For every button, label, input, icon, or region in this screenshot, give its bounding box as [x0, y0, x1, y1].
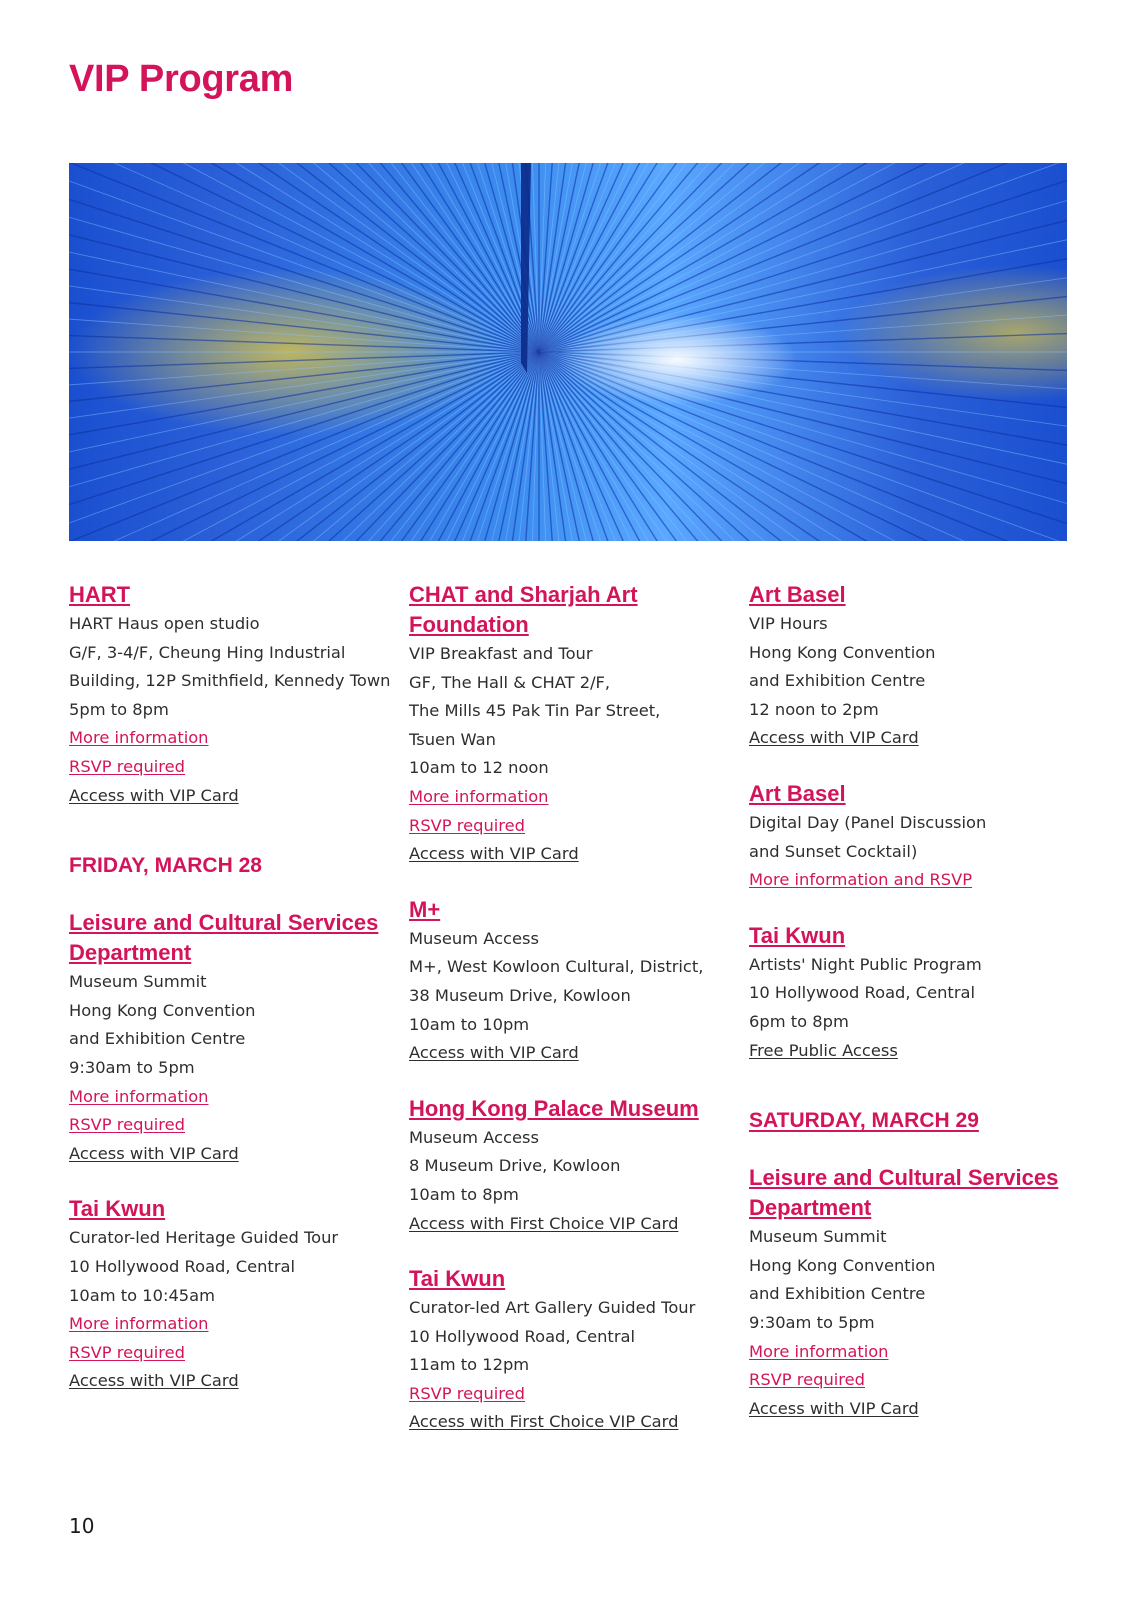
event-time: 10am to 12 noon: [409, 758, 549, 778]
access-link[interactable]: Access with VIP Card: [409, 1043, 579, 1063]
event-taikwun: [69, 1194, 391, 1396]
column-3: [749, 580, 1071, 1449]
day-header-saturday[interactable]: SATURDAY, MARCH 29: [749, 1109, 979, 1133]
rsvp-link[interactable]: RSVP required: [749, 1370, 865, 1390]
event-time: 12 noon to 2pm: [749, 699, 879, 719]
event-taikwun: [409, 1264, 731, 1437]
event-detail: Museum Access: [409, 1127, 539, 1147]
event-detail: Curator-led Heritage Guided Tour: [69, 1228, 339, 1248]
event-lcsd: [749, 1163, 1071, 1423]
event-title-link[interactable]: M+: [409, 896, 441, 922]
event-lcsd: [69, 908, 391, 1168]
event-address: and Exhibition Centre: [749, 1284, 926, 1304]
event-detail: Museum Summit: [69, 972, 207, 992]
event-time: 6pm to 8pm: [749, 1011, 849, 1031]
event-detail: and Sunset Cocktail): [749, 841, 918, 861]
event-address: 10 Hollywood Road, Central: [409, 1326, 636, 1346]
event-title-link[interactable]: Foundation: [409, 612, 529, 637]
event-time: 10am to 10pm: [409, 1014, 530, 1034]
event-title-link[interactable]: Tai Kwun: [749, 922, 846, 948]
event-time: 9:30am to 5pm: [69, 1057, 195, 1077]
more-information-link[interactable]: More information: [69, 1086, 209, 1106]
event-address: 10 Hollywood Road, Central: [69, 1256, 296, 1276]
event-title-link[interactable]: Tai Kwun: [409, 1266, 506, 1292]
event-address: G/F, 3-4/F, Cheung Hing Industrial: [69, 642, 346, 662]
event-address: 38 Museum Drive, Kowloon: [409, 985, 631, 1005]
access-link[interactable]: Access with VIP Card: [409, 844, 579, 864]
event-title-link[interactable]: HART: [69, 582, 131, 607]
event-title-link[interactable]: Leisure and Cultural Services: [69, 910, 379, 936]
event-taikwun: [749, 921, 1071, 1065]
event-address: Building, 12P Smithfield, Kennedy Town: [69, 671, 391, 691]
rsvp-link[interactable]: RSVP required: [69, 756, 185, 776]
event-address: and Exhibition Centre: [69, 1029, 246, 1049]
access-link[interactable]: Access with VIP Card: [749, 1398, 919, 1418]
event-address: and Exhibition Centre: [749, 671, 926, 691]
page-title: VIP Program: [69, 58, 294, 100]
event-detail: VIP Hours: [749, 614, 828, 633]
rsvp-link[interactable]: RSVP required: [69, 1342, 185, 1362]
column-1: [69, 580, 391, 1422]
rsvp-link[interactable]: RSVP required: [69, 1115, 185, 1135]
free-public-access-link[interactable]: Free Public Access: [749, 1040, 898, 1060]
more-information-link[interactable]: More information: [69, 728, 209, 748]
column-2: [409, 580, 731, 1463]
event-address: Tsuen Wan: [409, 729, 496, 749]
event-title-link[interactable]: Department: [69, 940, 192, 966]
access-link[interactable]: Access with First Choice VIP Card: [409, 1213, 679, 1233]
more-information-link[interactable]: More information: [409, 786, 549, 806]
event-time: 9:30am to 5pm: [749, 1312, 875, 1332]
event-detail: Artists' Night Public Program: [749, 954, 982, 974]
more-information-link[interactable]: More information: [69, 1314, 209, 1334]
access-link[interactable]: Access with VIP Card: [69, 1371, 239, 1391]
event-artbasel-vip: [749, 580, 1071, 753]
event-address: GF, The Hall & CHAT 2/F,: [409, 672, 611, 692]
day-header-friday: FRIDAY, MARCH 28: [69, 854, 262, 878]
event-detail: Digital Day (Panel Discussion: [749, 812, 987, 832]
event-title-link[interactable]: Department: [749, 1195, 872, 1221]
event-detail: Museum Access: [409, 928, 539, 948]
event-detail: HART Haus open studio: [69, 614, 260, 633]
access-link[interactable]: Access with VIP Card: [749, 728, 919, 748]
event-title-link[interactable]: Art Basel: [749, 780, 846, 806]
hero-artwork-image: [69, 163, 1067, 541]
event-title-link[interactable]: CHAT and Sharjah Art: [409, 582, 638, 607]
event-address: Hong Kong Convention: [749, 1255, 936, 1275]
event-title-link[interactable]: Hong Kong Palace Museum: [409, 1095, 699, 1121]
more-information-rsvp-link[interactable]: More information and RSVP: [749, 870, 973, 890]
event-address: Hong Kong Convention: [749, 642, 936, 662]
event-time: 10am to 8pm: [409, 1184, 519, 1204]
event-hkpm: [409, 1094, 731, 1238]
event-mplus: [409, 895, 731, 1068]
event-address: Hong Kong Convention: [69, 1000, 256, 1020]
event-time: 11am to 12pm: [409, 1355, 530, 1375]
event-address: M+, West Kowloon Cultural, District,: [409, 957, 704, 977]
event-detail: Curator-led Art Gallery Guided Tour: [409, 1298, 696, 1318]
event-artbasel-digital: [749, 779, 1071, 895]
event-title-link[interactable]: Leisure and Cultural Services: [749, 1165, 1059, 1191]
rsvp-link[interactable]: RSVP required: [409, 815, 525, 835]
event-address: The Mills 45 Pak Tin Par Street,: [409, 701, 661, 721]
access-link[interactable]: Access with VIP Card: [69, 785, 239, 805]
event-chat: [409, 580, 731, 869]
event-detail: VIP Breakfast and Tour: [409, 644, 593, 663]
event-title-link[interactable]: Tai Kwun: [69, 1196, 166, 1222]
event-time: 5pm to 8pm: [69, 699, 169, 719]
event-address: 10 Hollywood Road, Central: [749, 983, 976, 1003]
more-information-link[interactable]: More information: [749, 1341, 889, 1361]
event-detail: Museum Summit: [749, 1227, 887, 1247]
artwork-image-svg: [69, 163, 1067, 541]
event-address: 8 Museum Drive, Kowloon: [409, 1156, 621, 1176]
event-title-link[interactable]: Art Basel: [749, 582, 846, 607]
rsvp-link[interactable]: RSVP required: [409, 1383, 525, 1403]
event-hart: [69, 580, 391, 810]
access-link[interactable]: Access with First Choice VIP Card: [409, 1412, 679, 1432]
page-number: 10: [69, 1514, 95, 1538]
access-link[interactable]: Access with VIP Card: [69, 1143, 239, 1163]
event-time: 10am to 10:45am: [69, 1285, 216, 1305]
